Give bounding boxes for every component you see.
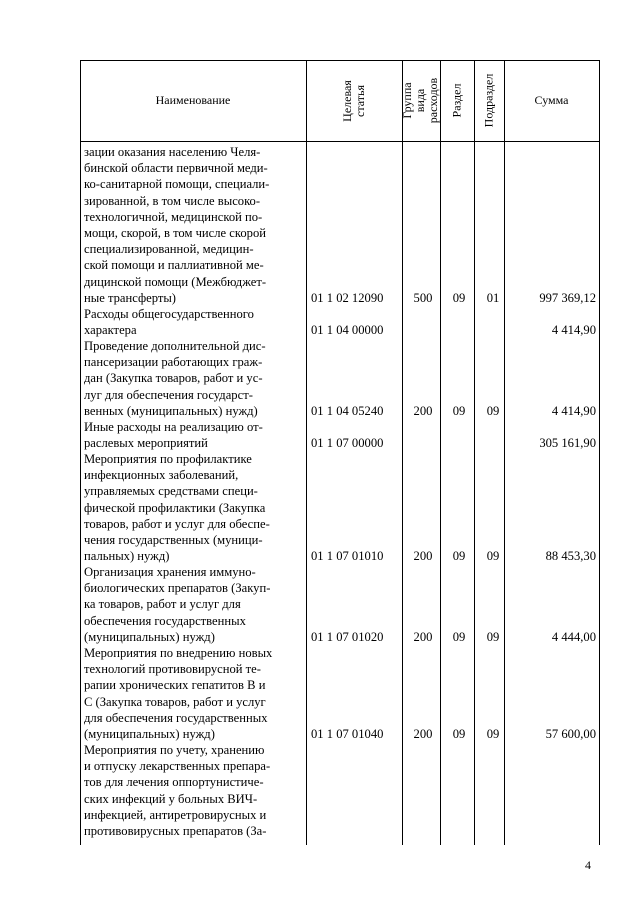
header-name — [80, 60, 306, 141]
header-sum-text: Сумма — [534, 93, 569, 107]
row-section: 09 — [452, 727, 466, 741]
header-sum — [504, 60, 599, 141]
header-section-text: Раздел — [449, 83, 464, 118]
row-subsection: 09 — [486, 630, 500, 644]
budget-table — [80, 60, 600, 845]
row-expense-group: 200 — [413, 630, 433, 644]
row-target-code: 01 1 07 01040 — [311, 727, 384, 741]
col-border — [440, 60, 441, 845]
row-target-code: 01 1 07 01010 — [311, 549, 384, 563]
col-border — [306, 60, 307, 845]
row-expense-group: 200 — [413, 404, 433, 418]
row-description: Мероприятия по учету, хранению и отпуску лекарственных препара- тов для лечения оппортунистиче- ских инфекций у больных ВИЧ- инфекцией, антиретровирусных и противовирусных препаратов (За- — [84, 743, 271, 839]
row-section: 09 — [452, 549, 466, 563]
row-subsection: 09 — [486, 549, 500, 563]
row-section: 09 — [452, 404, 466, 418]
row-sum: 4 414,90 — [551, 404, 596, 418]
col-border — [474, 60, 475, 845]
header-group-text: Группа вида расходов — [400, 77, 441, 124]
row-sum: 4 414,90 — [551, 323, 596, 337]
row-section: 09 — [452, 630, 466, 644]
header-subsection-text: Подраздел — [481, 73, 496, 128]
header-subsection — [474, 60, 504, 141]
page-number: 4 — [585, 858, 591, 872]
row-description: Проведение дополнительной дис- пансеризации работающих граж- дан (Закупка товаров, работ и ус- луг для обеспечения государст- венных (муниципальных) нужд) — [84, 339, 266, 418]
row-description: Организация хранения иммуно- биологических препаратов (Закуп- ка товаров, работ и услуг для обеспечения государственных (муниципальных) нужд) — [84, 565, 271, 644]
header-group — [402, 60, 440, 141]
row-subsection: 01 — [486, 291, 500, 305]
row-description: Иные расходы на реализацию от- раслевых мероприятий — [84, 420, 263, 451]
row-sum: 88 453,30 — [545, 549, 596, 563]
row-sum: 305 161,90 — [539, 436, 596, 450]
row-expense-group: 200 — [413, 549, 433, 563]
row-section: 09 — [452, 291, 466, 305]
header-target-text: Целевая статья — [340, 79, 367, 122]
header-bottom-border — [80, 141, 600, 142]
row-sum: 57 600,00 — [545, 727, 596, 741]
row-target-code: 01 1 04 05240 — [311, 404, 384, 418]
header-name-text: Наименование — [155, 93, 231, 107]
header-target — [306, 60, 402, 141]
row-target-code: 01 1 04 00000 — [311, 323, 384, 337]
col-border — [80, 60, 81, 845]
row-target-code: 01 1 02 12090 — [311, 291, 384, 305]
row-target-code: 01 1 07 01020 — [311, 630, 384, 644]
row-subsection: 09 — [486, 404, 500, 418]
row-expense-group: 500 — [413, 291, 433, 305]
row-description: Расходы общегосударственного характера — [84, 307, 254, 338]
col-border — [599, 60, 600, 845]
row-target-code: 01 1 07 00000 — [311, 436, 384, 450]
row-description: Мероприятия по внедрению новых технологий противовирусной те- рапии хронических гепатитов В и С (Закупка товаров, работ и услуг для обеспечения государственных (муниципальных) нужд) — [84, 646, 273, 742]
row-expense-group: 200 — [413, 727, 433, 741]
row-sum: 4 444,00 — [551, 630, 596, 644]
header-section — [440, 60, 474, 141]
row-subsection: 09 — [486, 727, 500, 741]
col-border — [402, 60, 403, 845]
row-sum: 997 369,12 — [539, 291, 596, 305]
row-description: зации оказания населению Челя- бинской области первичной меди- ко-санитарной помощи, специали- зированной, в том числе высоко- технологичной, медицинской по- мощи, скорой, в том числе скорой специализированной, медицин- ской помощи и паллиативной ме- дицинской помощи (Межбюджет- ные трансферты) — [84, 145, 270, 305]
row-description: Мероприятия по профилактике инфекционных заболеваний, управляемых средствами специ- фической профилактики (Закупка товаров, работ и услуг для обеспе- чения государственных (муници- пальных) нужд) — [84, 452, 270, 564]
